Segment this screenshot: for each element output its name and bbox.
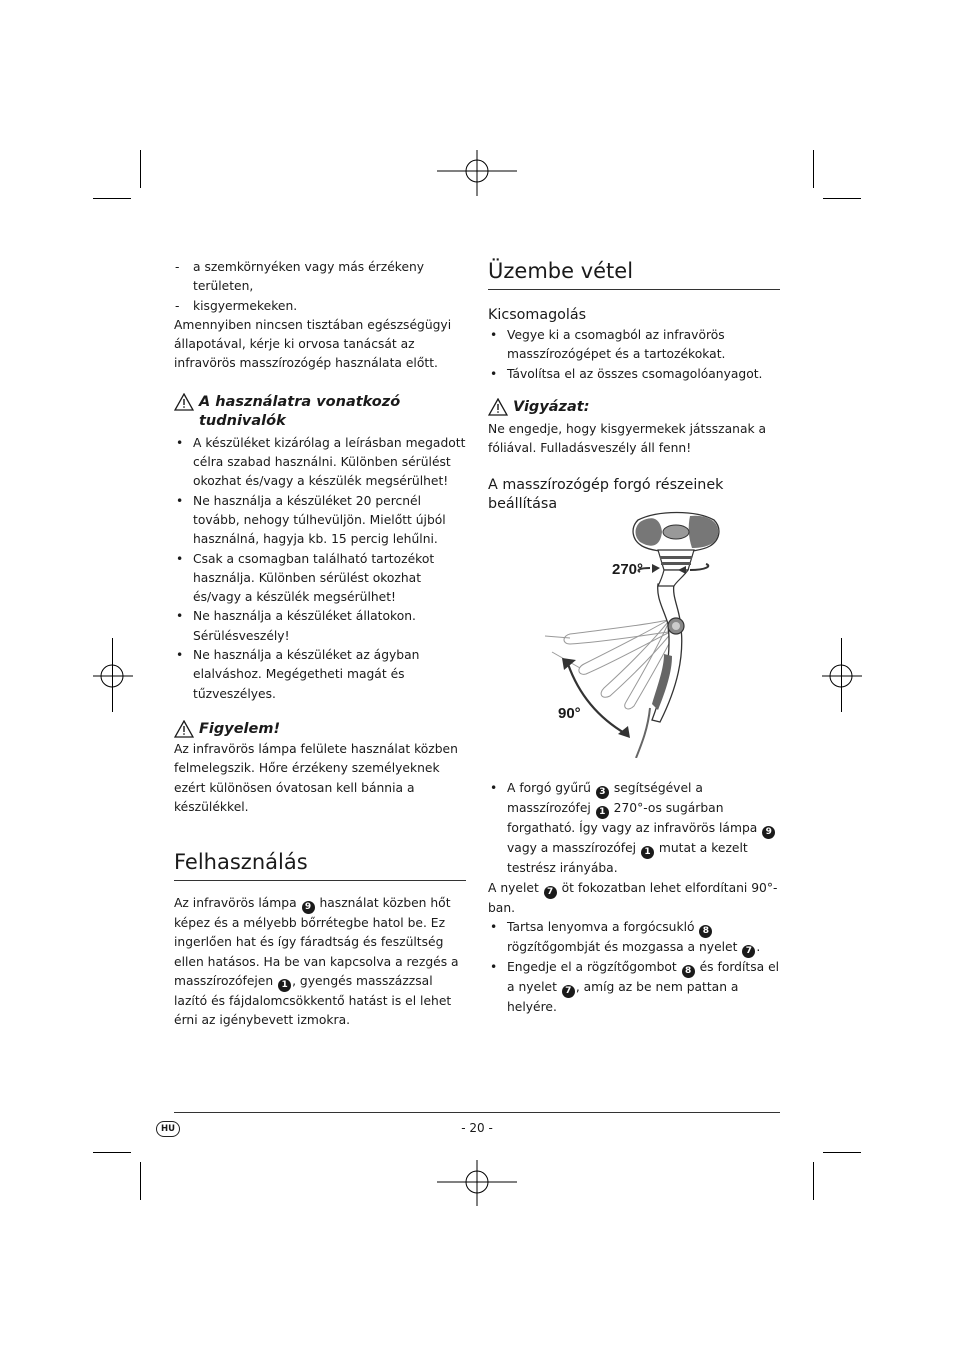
page-number: - 20 - bbox=[461, 1121, 493, 1135]
part-number-badge: 9 bbox=[302, 901, 315, 914]
part-number-badge: 1 bbox=[278, 979, 291, 992]
text-run: vagy a masszírozófej bbox=[507, 841, 637, 856]
attention-title: Figyelem! bbox=[199, 720, 281, 737]
crop-mark bbox=[93, 1152, 131, 1153]
crop-mark bbox=[93, 198, 131, 199]
text-run: rögzítőgombját és mozgassa a nyelet bbox=[507, 940, 738, 955]
massager-illustration bbox=[540, 508, 740, 758]
attention-paragraph: Az infravörös lámpa felülete használat közben felmelegszik. Hőre érzékeny személyeknek ezért különösen óvatosan kell bánnia a készülékkel. bbox=[174, 741, 458, 814]
text-run: Tartsa lenyomva a forgócsukló bbox=[507, 920, 695, 935]
list-item: • A készüléket kizárólag a leírásban megadott célra szabad használni. Különben sérülést okozhat és/vagy a készülék megsérülhet! bbox=[174, 434, 466, 492]
part-number-badge: 8 bbox=[682, 965, 695, 978]
list-item bbox=[488, 958, 780, 1017]
text-run: , amíg az be nem pattan a helyére. bbox=[507, 980, 739, 1015]
caution-paragraph: Ne engedje, hogy kisgyermekek játsszanak a fóliával. Fulladásveszély áll fenn! bbox=[488, 421, 767, 456]
usage-notes-heading bbox=[174, 393, 466, 431]
warning-icon bbox=[174, 393, 194, 411]
text-run: Engedje el a rögzítőgombot bbox=[507, 960, 677, 975]
list-item: • Ne használja a készüléket 20 percnél tovább, nehogy túlhevüljön. Mielőtt újból használná, hagyja kb. 15 percig lehűlni. bbox=[174, 492, 466, 550]
text-run: A forgó gyűrű bbox=[507, 781, 591, 796]
list-item bbox=[488, 918, 780, 958]
registration-mark bbox=[437, 150, 517, 196]
intro-paragraph: Amennyiben nincsen tisztában egészségügyi állapotával, kérje ki orvosa tanácsát az infravörös masszírozógép használata előtt. bbox=[174, 317, 452, 371]
adjust-list-1 bbox=[488, 779, 780, 878]
crop-mark bbox=[140, 150, 141, 188]
list-item: • Vegye ki a csomagból az infravörös masszírozógépet és a tartozékokat. bbox=[488, 326, 780, 365]
unpacking-list bbox=[488, 326, 780, 384]
list-item: • Távolítsa el az összes csomagolóanyagot. bbox=[488, 365, 780, 384]
list-item: • Csak a csomagban található tartozékot használja. Különben sérülést okozhat és/vagy a készülék megsérülhet! bbox=[174, 550, 466, 608]
text-run: segítségével a masszírozófej bbox=[507, 781, 703, 816]
usage-notes-title: A használatra vonatkozó tudnivalók bbox=[199, 393, 401, 429]
rotation-paragraph bbox=[488, 879, 780, 918]
warning-icon bbox=[488, 398, 508, 416]
warning-icon bbox=[174, 720, 194, 738]
text-run: és fordítsa el a nyelet bbox=[507, 960, 780, 995]
usage-notes-list bbox=[174, 434, 466, 704]
crop-mark bbox=[140, 1162, 141, 1200]
caution-heading bbox=[488, 398, 780, 417]
rotate-270-label: 270° bbox=[612, 561, 644, 578]
list-item: - a szemkörnyéken vagy más érzékeny területen, bbox=[174, 258, 466, 297]
list-item bbox=[488, 779, 780, 878]
adjust-heading: A masszírozógép forgó részeinek beállítása bbox=[488, 477, 724, 513]
caution-title: Vigyázat: bbox=[513, 398, 590, 415]
crop-mark bbox=[813, 150, 814, 188]
bend-90-label: 90° bbox=[558, 705, 581, 722]
text-run: , gyengés masszázzsal lazító és fájdalomcsökkentő hatást is el lehet érni az igénybevett izmokra. bbox=[174, 974, 452, 1028]
list-item: • Ne használja a készüléket állatokon. Sérülésveszély! bbox=[174, 607, 466, 646]
text-run: használat közben hőt képez és a mélyebb bőrrétegbe hatol be. Ez ingerlően hat és így fáradtság és feszültség ellen hatásos. Ha be van kapcsolva a rezgés a masszírozófejen bbox=[174, 896, 459, 989]
section-title-usage: Felhasználás bbox=[174, 849, 466, 881]
part-number-badge: 7 bbox=[742, 945, 755, 958]
list-item: • Ne használja a készüléket az ágyban elalváshoz. Megégetheti magát és tűzveszélyes. bbox=[174, 646, 466, 704]
massager-rotation-figure bbox=[540, 508, 740, 758]
crop-mark bbox=[823, 1152, 861, 1153]
crop-mark bbox=[823, 198, 861, 199]
footer-rule bbox=[174, 1112, 780, 1113]
registration-mark bbox=[822, 656, 862, 696]
left-column bbox=[174, 258, 466, 1031]
registration-mark bbox=[437, 1160, 517, 1206]
text-run: 270°-os sugárban forgatható. Így vagy az infravörös lámpa bbox=[507, 801, 758, 836]
part-number-badge: 7 bbox=[562, 985, 575, 998]
adjust-list-2 bbox=[488, 918, 780, 1017]
section-title-setup: Üzembe vétel bbox=[488, 258, 780, 290]
dash-list bbox=[174, 258, 466, 316]
usage-paragraph bbox=[174, 894, 466, 1030]
part-number-badge: 1 bbox=[641, 846, 654, 859]
text-run: Az infravörös lámpa bbox=[174, 896, 297, 911]
part-number-badge: 3 bbox=[596, 786, 609, 799]
attention-heading bbox=[174, 720, 466, 739]
text-run: A nyelet bbox=[488, 880, 539, 895]
part-number-badge: 1 bbox=[596, 806, 609, 819]
crop-mark bbox=[813, 1162, 814, 1200]
unpacking-heading: Kicsomagolás bbox=[488, 307, 587, 323]
part-number-badge: 9 bbox=[762, 826, 775, 839]
language-badge: HU bbox=[156, 1121, 180, 1137]
part-number-badge: 7 bbox=[544, 886, 557, 899]
part-number-badge: 8 bbox=[699, 925, 712, 938]
list-item: - kisgyermekeken. bbox=[174, 297, 466, 316]
registration-mark bbox=[93, 656, 133, 696]
text-run: mutat a kezelt testrész irányába. bbox=[507, 841, 748, 876]
text-run: öt fokozatban lehet elfordítani 90°-ban. bbox=[488, 880, 778, 915]
text-run: . bbox=[756, 940, 761, 955]
